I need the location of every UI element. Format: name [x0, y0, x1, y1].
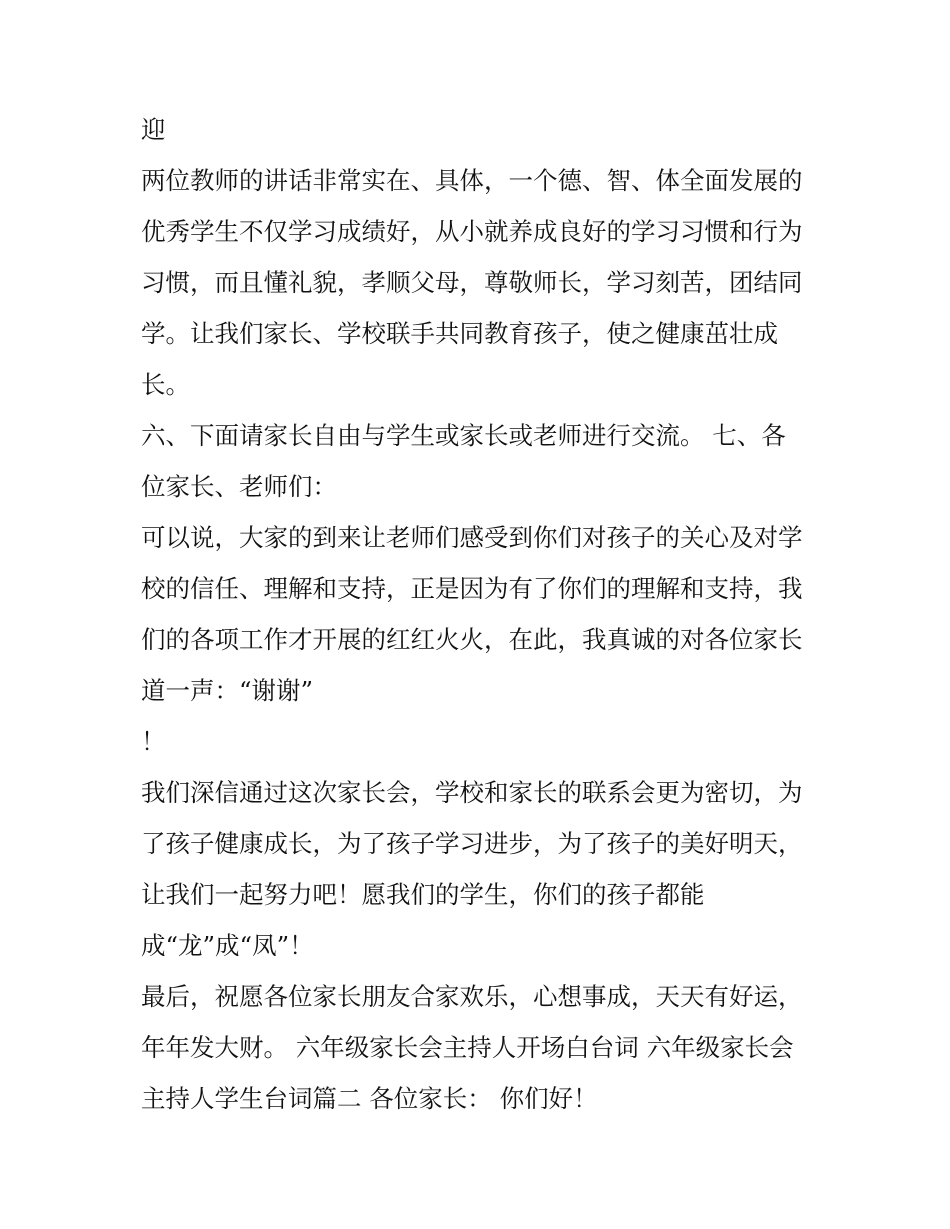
text-line: 位家长、老师们：	[141, 472, 337, 501]
text-line: 六、下面请家长自由与学生或家长或老师进行交流。 七、各	[141, 421, 786, 450]
text-line: 年年发大财。 六年级家长会主持人开场白台词 六年级家长会	[141, 1033, 794, 1062]
text-line: 成“龙”成“凤”！	[141, 931, 314, 960]
text-line: 最后，祝愿各位家长朋友合家欢乐，心想事成，天天有好运，	[141, 982, 803, 1011]
text-line: 我们深信通过这次家长会，学校和家长的联系会更为密切，为	[141, 778, 803, 807]
text-line: 主持人学生台词篇二 各位家长： 你们好！	[141, 1084, 598, 1113]
text-line: 校的信任、理解和支持，正是因为有了你们的理解和支持，我	[141, 574, 803, 603]
text-line: 了孩子健康成长，为了孩子学习进步，为了孩子的美好明天，	[141, 829, 803, 858]
text-line: 迎	[141, 115, 166, 144]
text-line: 可以说，大家的到来让老师们感受到你们对孩子的关心及对学	[141, 523, 803, 552]
text-line: 道一声：“谢谢”	[141, 676, 314, 705]
text-line: 习惯，而且懂礼貌，孝顺父母，尊敬师长，学习刻苦，团结同	[141, 268, 803, 297]
text-line: 学。让我们家长、学校联手共同教育孩子，使之健康茁壮成	[141, 319, 778, 348]
text-line: 让我们一起努力吧！愿我们的学生，你们的孩子都能	[141, 880, 705, 909]
text-line: 们的各项工作才开展的红红火火，在此，我真诚的对各位家长	[141, 625, 803, 654]
text-line: 两位教师的讲话非常实在、具体，一个德、智、体全面发展的	[141, 166, 803, 195]
text-line: ！	[141, 727, 166, 756]
text-line: 优秀学生不仅学习成绩好，从小就养成良好的学习习惯和行为	[141, 217, 803, 246]
document-body	[141, 104, 821, 1124]
text-line: 长。	[141, 370, 190, 399]
